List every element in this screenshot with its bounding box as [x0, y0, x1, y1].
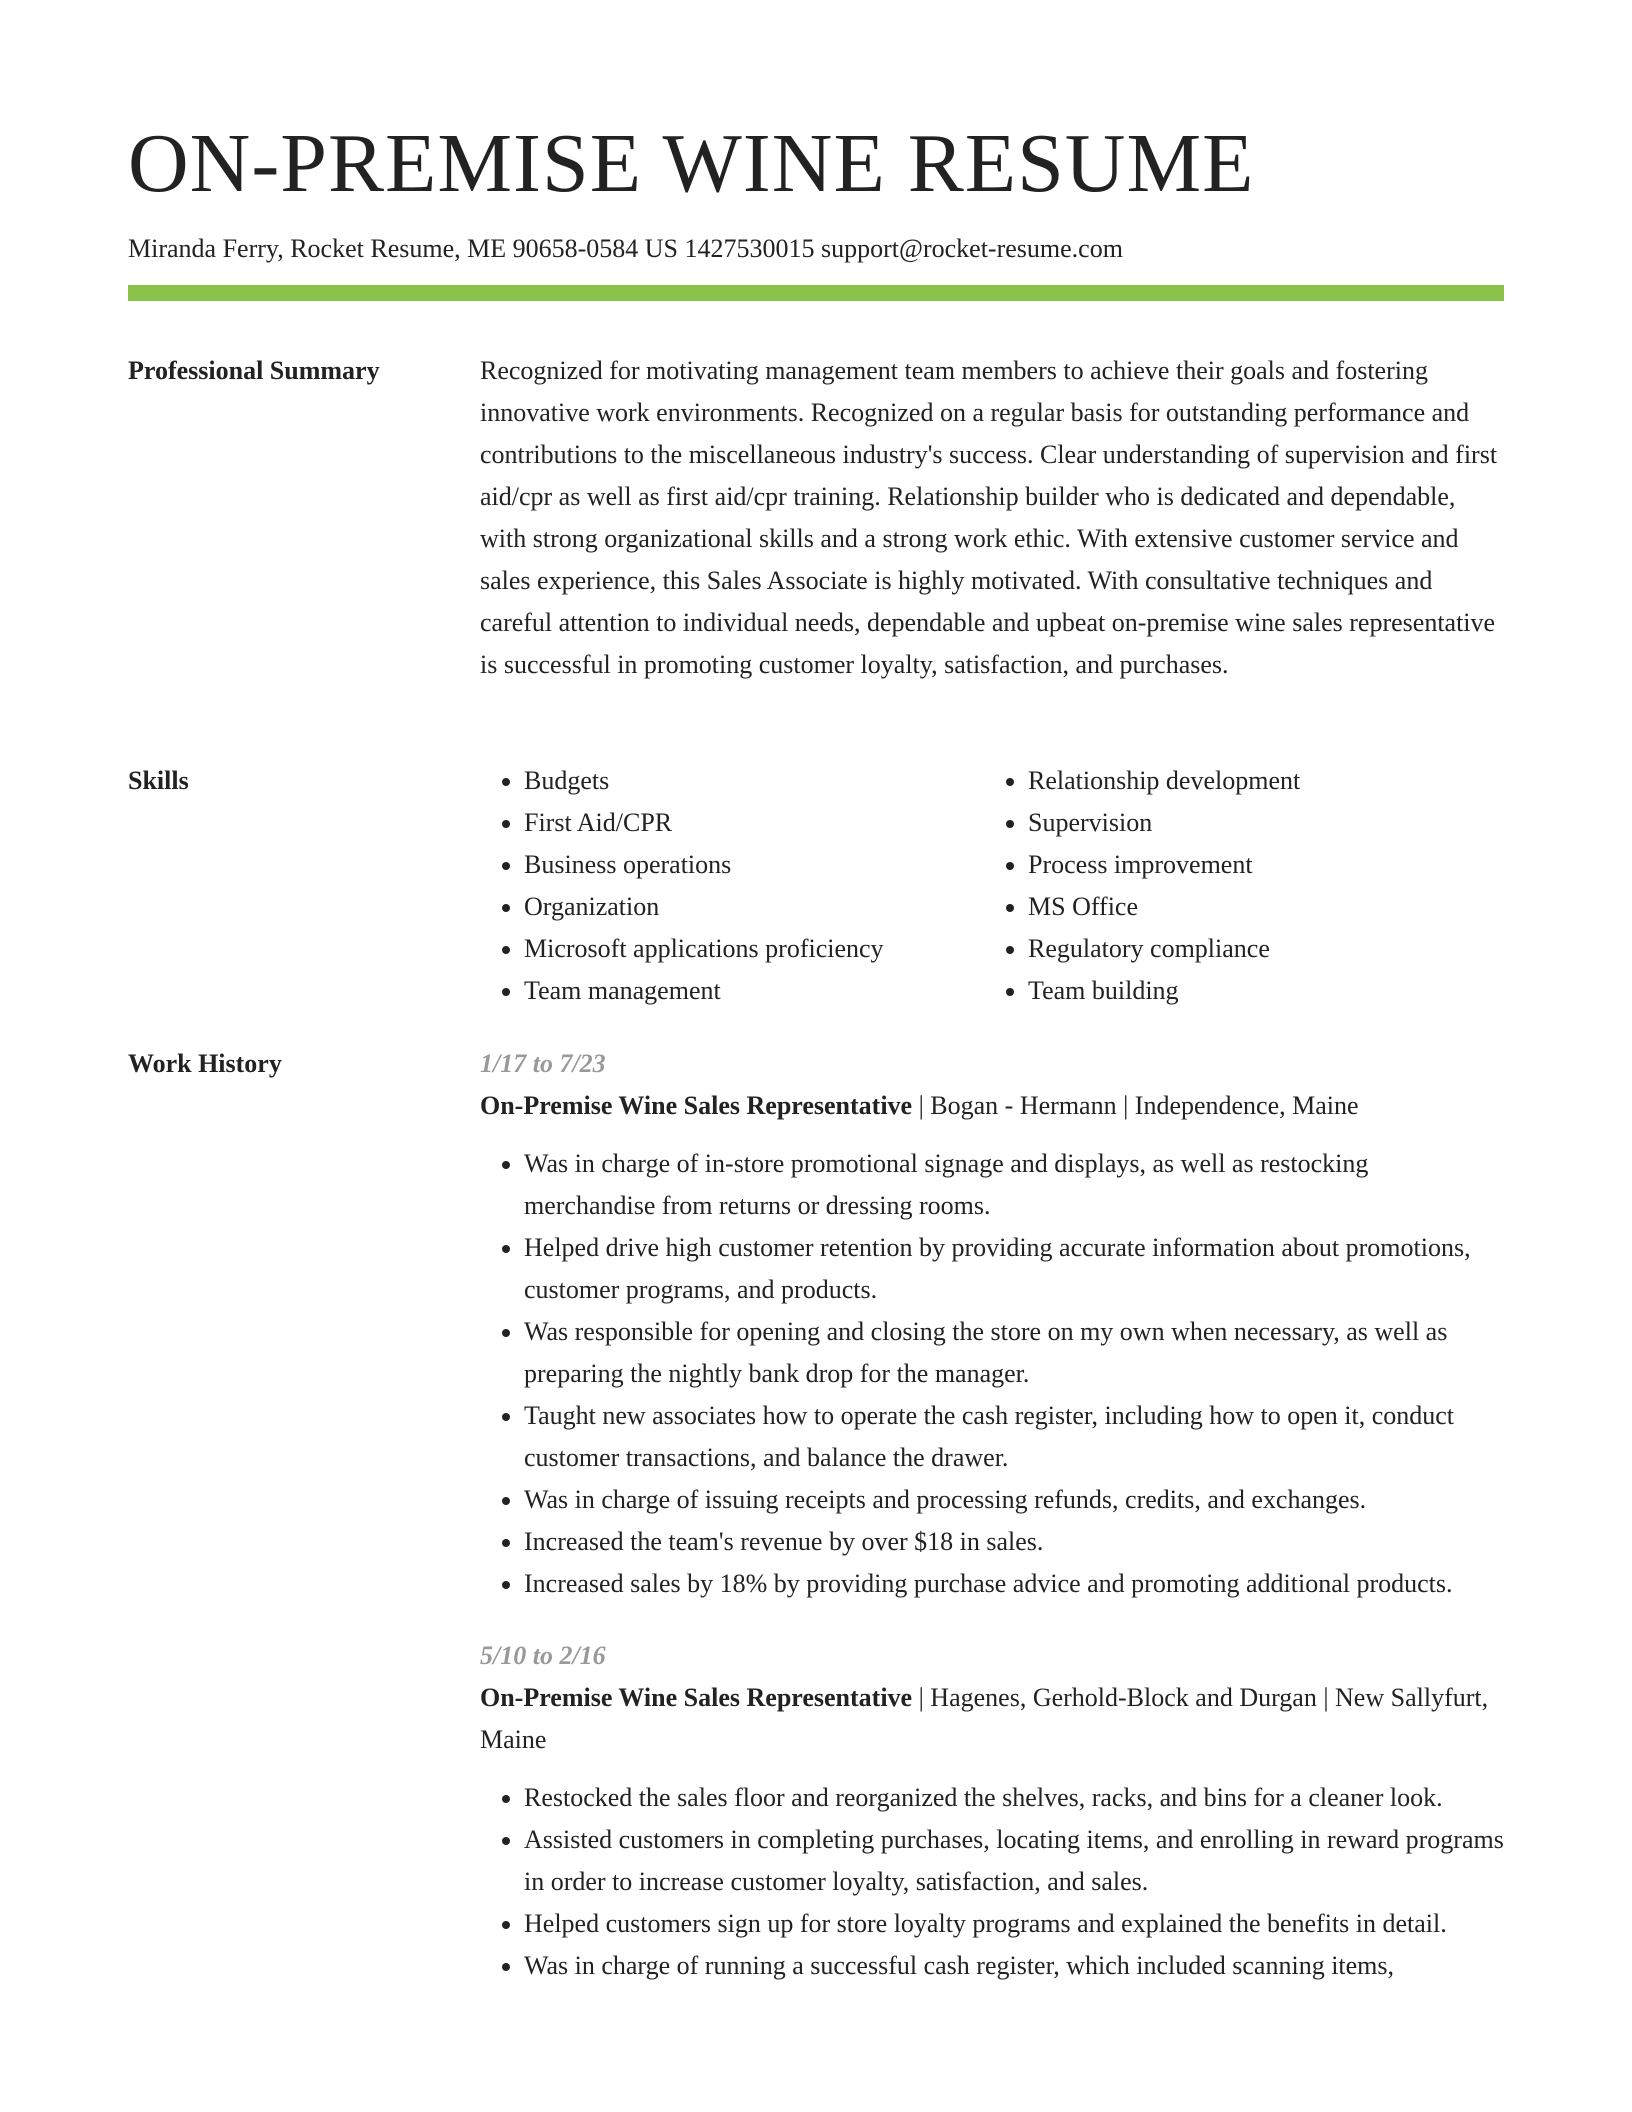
- job-title: On-Premise Wine Sales Representative: [480, 1091, 913, 1120]
- job-bullets: [480, 1777, 1504, 1987]
- job-dates: 5/10 to 2/16: [480, 1641, 606, 1670]
- skill-item: • Microsoft applications proficiency: [524, 928, 984, 970]
- job-bullet: • Was in charge of running a successful cash register, which included scanning items,: [524, 1945, 1504, 1987]
- skills-list-right: [984, 760, 1488, 1012]
- skill-item: • Relationship development: [1028, 760, 1488, 802]
- job-bullet: • Restocked the sales floor and reorganized the shelves, racks, and bins for a cleaner look.: [524, 1777, 1504, 1819]
- job-bullets: [480, 1143, 1504, 1605]
- summary-label: Professional Summary: [128, 356, 380, 385]
- job-heading: [480, 1677, 1504, 1761]
- skill-item: • Process improvement: [1028, 844, 1488, 886]
- job-title: On-Premise Wine Sales Representative: [480, 1683, 913, 1712]
- skill-item: • Team management: [524, 970, 984, 1012]
- job-bullet: • Helped drive high customer retention by providing accurate information about promotions, customer programs, and products.: [524, 1227, 1504, 1311]
- summary-body: [480, 350, 1504, 686]
- skill-item: • Budgets: [524, 760, 984, 802]
- job-bullet: • Increased sales by 18% by providing purchase advice and promoting additional products.: [524, 1563, 1504, 1605]
- header-divider: [128, 285, 1504, 301]
- work-history-body: [480, 1043, 1504, 1987]
- job-dates: 1/17 to 7/23: [480, 1049, 606, 1078]
- job-bullet: • Was responsible for opening and closing the store on my own when necessary, as well as preparing the nightly bank drop for the manager.: [524, 1311, 1504, 1395]
- job-bullet: • Was in charge of in-store promotional signage and displays, as well as restocking merchandise from returns or dressing rooms.: [524, 1143, 1504, 1227]
- job-company-location: | Hagenes, Gerhold-Block and Durgan | New Sallyfurt, Maine: [480, 1683, 1489, 1754]
- contact-line: Miranda Ferry, Rocket Resume, ME 90658-0584 US 1427530015 support@rocket-resume.com: [128, 234, 1123, 263]
- skill-item: • Supervision: [1028, 802, 1488, 844]
- skill-item: • First Aid/CPR: [524, 802, 984, 844]
- job-entry: [480, 1043, 1504, 1605]
- skill-item: • Business operations: [524, 844, 984, 886]
- job-entry: [480, 1635, 1504, 1987]
- skill-item: • MS Office: [1028, 886, 1488, 928]
- job-bullet: • Increased the team's revenue by over $18 in sales.: [524, 1521, 1504, 1563]
- skills-list-left: [480, 760, 984, 1012]
- skill-item: • Organization: [524, 886, 984, 928]
- job-bullet: • Was in charge of issuing receipts and processing refunds, credits, and exchanges.: [524, 1479, 1504, 1521]
- job-bullet: • Taught new associates how to operate the cash register, including how to open it, conduct customer transactions, and balance the drawer.: [524, 1395, 1504, 1479]
- summary-text: Recognized for motivating management team members to achieve their goals and fostering innovative work environments. Recognized on a regular basis for outstanding performance and contributions to the miscellaneous industry's success. Clear understanding of supervision and first aid/cpr as well as first aid/cpr training. Relationship builder who is dedicated and dependable, with strong organizational skills and a strong work ethic. With extensive customer service and sales experience, this Sales Associate is highly motivated. With consultative techniques and careful attention to individual needs, dependable and upbeat on-premise wine sales representative is successful in promoting customer loyalty, satisfaction, and purchases.: [480, 356, 1498, 679]
- skill-item: • Team building: [1028, 970, 1488, 1012]
- job-bullet: • Helped customers sign up for store loyalty programs and explained the benefits in detail.: [524, 1903, 1504, 1945]
- work-history-label: Work History: [128, 1049, 282, 1078]
- job-bullet: • Assisted customers in completing purchases, locating items, and enrolling in reward programs in order to increase customer loyalty, satisfaction, and sales.: [524, 1819, 1504, 1903]
- skill-item: • Regulatory compliance: [1028, 928, 1488, 970]
- job-heading: [480, 1085, 1504, 1127]
- skills-body: [480, 760, 1504, 1012]
- skills-columns: [480, 760, 1504, 1012]
- resume-title: ON-PREMISE WINE RESUME: [128, 117, 1255, 210]
- job-company-location: | Bogan - Hermann | Independence, Maine: [912, 1091, 1359, 1120]
- skills-label: Skills: [128, 766, 189, 795]
